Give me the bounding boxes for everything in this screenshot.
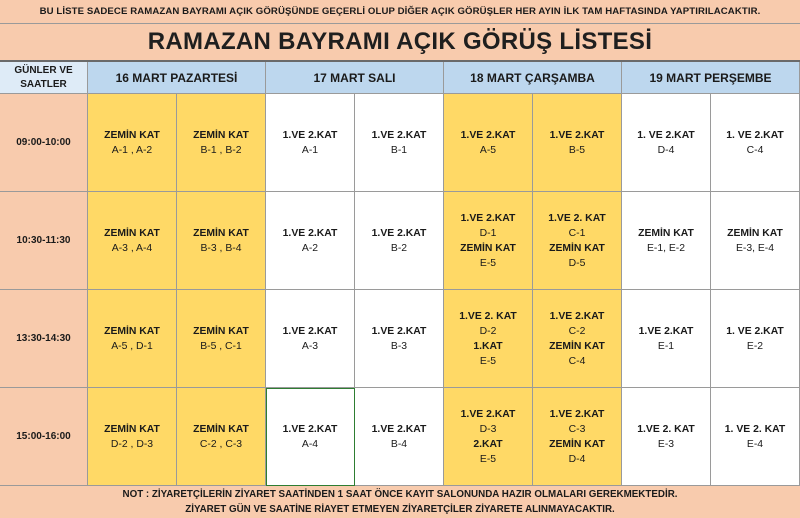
cell-floor-label: ZEMİN KAT [638,227,694,239]
cell-floor-label: 1.VE 2.KAT [371,423,427,435]
cell-floor-label: 1. VE 2. KAT [724,423,786,435]
schedule-cell[interactable] [711,192,800,290]
cell-ward-label: B-2 [390,242,408,254]
cell-floor-label: ZEMİN KAT [104,227,160,239]
cell-ward-label: A-4 [301,438,319,450]
time-slot-label: 13:30-14:30 [16,333,71,344]
cell-floor-label: 1.VE 2. KAT [548,212,606,224]
corner-header[interactable] [0,62,88,94]
schedule-cell[interactable] [444,388,533,486]
cell-floor-label: 1.VE 2. KAT [637,423,695,435]
schedule-cell[interactable] [177,192,266,290]
day-header-4[interactable] [622,62,800,94]
schedule-cell[interactable] [444,290,533,388]
schedule-cell[interactable] [711,94,800,192]
schedule-cell[interactable] [622,290,711,388]
cell-floor-label: 1.VE 2.KAT [460,129,516,141]
schedule-cell[interactable] [266,290,355,388]
cell-ward-label: E-5 [479,257,497,269]
cell-floor-label: 1.VE 2.KAT [371,227,427,239]
cell-ward-label: B-1 , B-2 [200,144,242,156]
schedule-cell[interactable] [711,388,800,486]
cell-ward-label: E-3 [657,438,675,450]
time-slot-label: 10:30-11:30 [16,235,71,246]
schedule-cell[interactable] [622,94,711,192]
schedule-cell[interactable] [355,388,444,486]
cell-ward-label: D-3 [479,423,497,435]
cell-ward-label: A-1 [301,144,319,156]
cell-floor-label: 1.VE 2.KAT [638,325,694,337]
cell-ward-label: A-5 [479,144,497,156]
cell-ward-label: E-5 [479,453,497,465]
time-slot-label: 09:00-10:00 [16,137,71,148]
day-header-label: 19 MART PERŞEMBE [649,70,772,85]
day-header-3[interactable] [444,62,622,94]
cell-ward-label: E-3, E-4 [735,242,775,254]
footer-line-1: NOT : ZİYARETÇİLERİN ZİYARET SAATİNDEN 1 SAAT ÖNCE KAYIT SALONUNDA HAZIR OLMALARI GEREKMEKTEDİR. [122,489,678,500]
cell-floor-label: 1.VE 2.KAT [282,129,338,141]
cell-ward-label: B-5 [568,144,586,156]
cell-floor-label: 1.VE 2.KAT [282,325,338,337]
top-note[interactable]: BU LİSTE SADECE RAMAZAN BAYRAMI AÇIK GÖRÜŞÜNDE GEÇERLİ OLUP DİĞER AÇIK GÖRÜŞLER HER AYIN İLK TAM HAFTASINDA YAPTIRILACAKTIR. [0,0,800,24]
cell-ward-label: B-3 , B-4 [200,242,242,254]
schedule-cell[interactable] [177,94,266,192]
cell-ward-label: D-5 [568,257,586,269]
cell-ward-label: B-4 [390,438,408,450]
schedule-cell[interactable] [88,290,177,388]
cell-ward-label: B-5 , C-1 [200,340,242,352]
cell-floor-label: 1.VE 2.KAT [549,310,605,322]
cell-floor-label: 1.VE 2.KAT [371,325,427,337]
day-header-label: 17 MART SALI [313,70,396,85]
cell-ward-label: D-1 [479,227,497,239]
cell-floor-label: 1.KAT [473,340,503,352]
schedule-cell[interactable] [533,192,622,290]
cell-floor-label: ZEMİN KAT [727,227,783,239]
schedule-cell[interactable] [355,290,444,388]
schedule-cell[interactable] [266,94,355,192]
cell-floor-label: ZEMİN KAT [193,325,249,337]
cell-floor-label: ZEMİN KAT [460,242,516,254]
schedule-cell[interactable] [177,388,266,486]
cell-ward-label: A-5 , D-1 [111,340,153,352]
time-slot[interactable] [0,290,88,388]
schedule-cell[interactable] [88,388,177,486]
cell-ward-label: C-4 [568,355,586,367]
cell-floor-label: 1. VE 2.KAT [637,129,695,141]
cell-floor-label: 1.VE 2.KAT [549,408,605,420]
cell-floor-label: ZEMİN KAT [104,129,160,141]
cell-ward-label: D-4 [568,453,586,465]
schedule-cell[interactable] [444,192,533,290]
cell-ward-label: E-5 [479,355,497,367]
cell-floor-label: 1.VE 2.KAT [460,212,516,224]
day-header-label: 16 MART PAZARTESİ [115,70,238,85]
cell-floor-label: ZEMİN KAT [193,423,249,435]
time-slot[interactable] [0,192,88,290]
schedule-cell[interactable] [533,388,622,486]
cell-ward-label: A-1 , A-2 [111,144,153,156]
corner-line-2: SAATLER [20,78,67,90]
cell-ward-label: E-1 [657,340,675,352]
schedule-cell[interactable] [177,290,266,388]
cell-floor-label: 1.VE 2.KAT [371,129,427,141]
schedule-cell[interactable] [355,94,444,192]
time-slot[interactable] [0,388,88,486]
schedule-cell[interactable] [533,290,622,388]
cell-floor-label: 1. VE 2.KAT [726,129,784,141]
cell-ward-label: C-1 [568,227,586,239]
corner-line-1: GÜNLER VE [14,64,73,76]
footer-line-2: ZİYARET GÜN VE SAATİNE RİAYET ETMEYEN ZİYARETÇİLER ZİYARETE ALINMAYACAKTIR. [185,504,615,515]
footer-note[interactable] [0,486,800,518]
schedule-cell[interactable] [444,94,533,192]
cell-ward-label: D-2 [479,325,497,337]
cell-ward-label: D-4 [657,144,675,156]
cell-ward-label: D-2 , D-3 [110,438,154,450]
cell-floor-label: ZEMİN KAT [193,129,249,141]
cell-floor-label: 1. VE 2.KAT [726,325,784,337]
cell-floor-label: 1.VE 2. KAT [459,310,517,322]
schedule-cell[interactable] [266,192,355,290]
cell-ward-label: A-3 [301,340,319,352]
schedule-cell[interactable] [88,192,177,290]
cell-ward-label: C-2 , C-3 [199,438,243,450]
day-header-2[interactable] [266,62,444,94]
cell-ward-label: A-3 , A-4 [111,242,153,254]
cell-floor-label: ZEMİN KAT [193,227,249,239]
cell-floor-label: ZEMİN KAT [104,423,160,435]
day-header-1[interactable] [88,62,266,94]
cell-floor-label: 1.VE 2.KAT [549,129,605,141]
day-header-label: 18 MART ÇARŞAMBA [470,70,595,85]
cell-ward-label: E-4 [746,438,764,450]
time-slot-label: 15:00-16:00 [16,431,71,442]
cell-floor-label: ZEMİN KAT [549,242,605,254]
schedule-cell[interactable] [355,192,444,290]
time-slot[interactable] [0,94,88,192]
schedule-cell[interactable] [266,388,355,486]
cell-floor-label: ZEMİN KAT [549,340,605,352]
cell-floor-label: 2.KAT [473,438,503,450]
cell-floor-label: 1.VE 2.KAT [282,227,338,239]
cell-ward-label: C-2 [568,325,586,337]
cell-ward-label: E-1, E-2 [646,242,686,254]
cell-floor-label: ZEMİN KAT [104,325,160,337]
cell-floor-label: ZEMİN KAT [549,438,605,450]
cell-ward-label: C-3 [568,423,586,435]
cell-ward-label: A-2 [301,242,319,254]
cell-ward-label: C-4 [746,144,764,156]
schedule-cell[interactable] [622,192,711,290]
cell-floor-label: 1.VE 2.KAT [460,408,516,420]
schedule-cell[interactable] [622,388,711,486]
cell-ward-label: B-3 [390,340,408,352]
cell-floor-label: 1.VE 2.KAT [282,423,338,435]
schedule-cell[interactable] [533,94,622,192]
schedule-cell[interactable] [88,94,177,192]
page-title[interactable]: RAMAZAN BAYRAMI AÇIK GÖRÜŞ LİSTESİ [0,24,800,62]
cell-ward-label: B-1 [390,144,408,156]
cell-ward-label: E-2 [746,340,764,352]
schedule-cell[interactable] [711,290,800,388]
